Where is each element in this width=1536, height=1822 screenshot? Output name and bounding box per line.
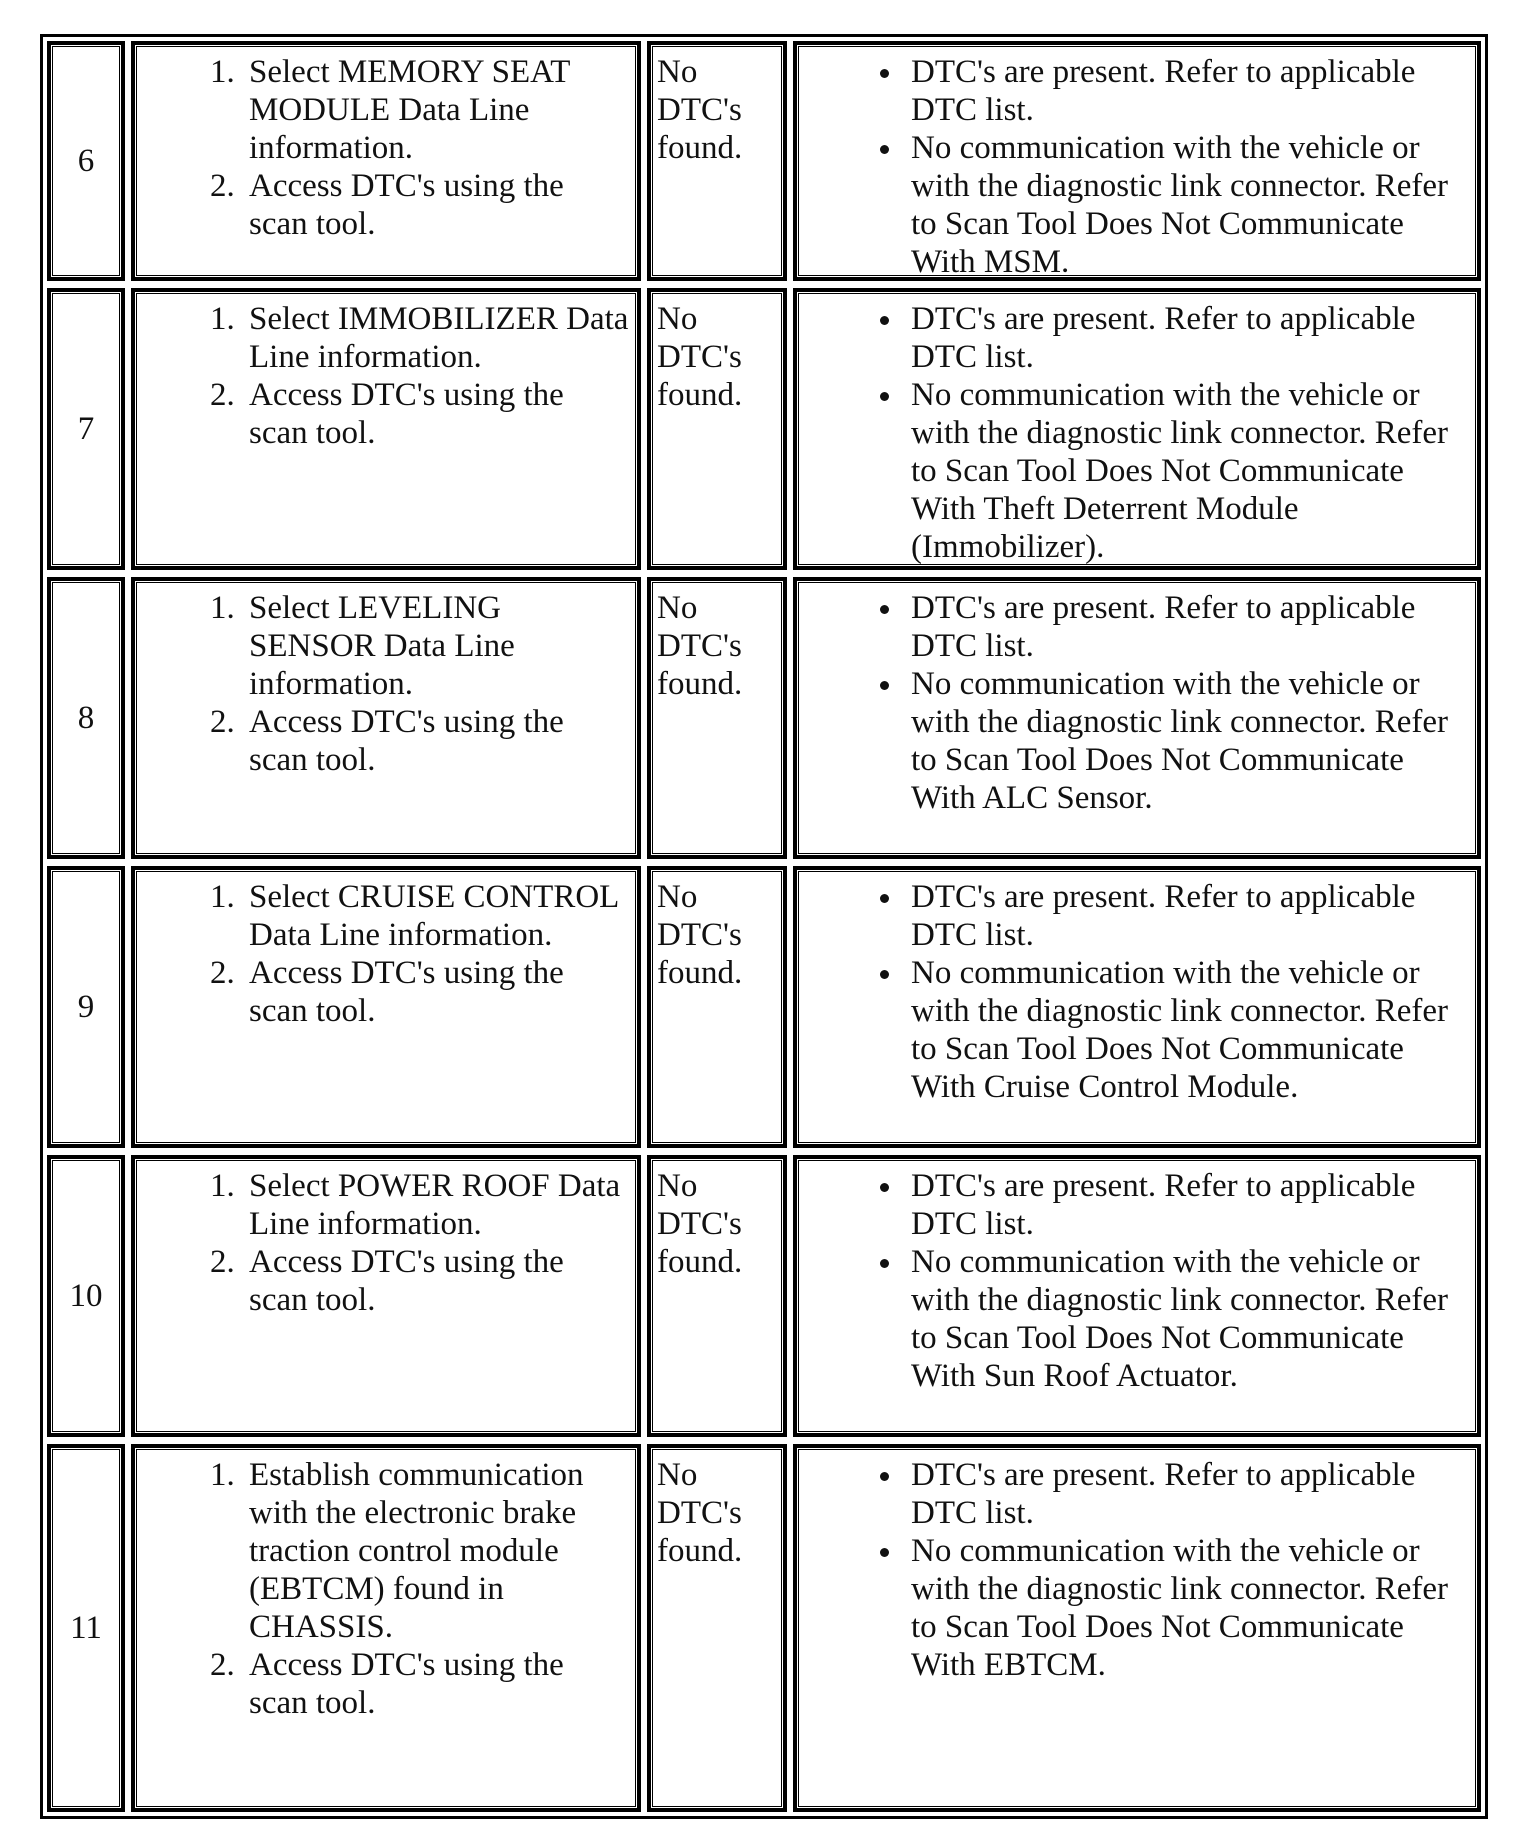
result-cell	[793, 577, 1481, 859]
diagnostic-table	[40, 34, 1488, 1819]
result-list	[797, 53, 1469, 281]
result-cell	[793, 288, 1481, 570]
step-number	[47, 1444, 125, 1812]
step-number-text: 8	[77, 700, 95, 736]
result-cell	[793, 41, 1481, 281]
action-item: 1. Select MEMORY SEAT MODULE Data Line information.	[243, 53, 629, 167]
result-list	[797, 1167, 1469, 1395]
value-line: No	[657, 301, 698, 337]
value-line: found.	[657, 1533, 743, 1569]
value-line: DTC's	[657, 1495, 742, 1531]
action-cell	[131, 288, 641, 570]
action-list	[135, 300, 629, 452]
result-item: • DTC's are present. Refer to applicable DTC list.	[905, 589, 1469, 665]
result-item: • No communication with the vehicle or with the diagnostic link connector. Refer to Scan Tool Does Not Communicate With Cruise Control Module.	[905, 954, 1469, 1106]
value-line: DTC's	[657, 92, 742, 128]
result-item: • No communication with the vehicle or with the diagnostic link connector. Refer to Scan Tool Does Not Communicate With ALC Sensor.	[905, 665, 1469, 817]
value-line: DTC's	[657, 628, 742, 664]
value-line: found.	[657, 130, 743, 166]
table-row	[47, 1444, 1481, 1812]
action-cell	[131, 577, 641, 859]
action-item: 1. Select POWER ROOF Data Line information.	[243, 1167, 629, 1243]
action-list	[135, 1456, 629, 1722]
table-row	[47, 577, 1481, 859]
result-item: • No communication with the vehicle or with the diagnostic link connector. Refer to Scan Tool Does Not Communicate With Theft Deterrent Module (Immobilizer).	[905, 376, 1469, 566]
result-list	[797, 589, 1469, 817]
value-cell	[647, 41, 787, 281]
action-item: 2. Access DTC's using the scan tool.	[243, 954, 629, 1030]
step-number	[47, 577, 125, 859]
result-cell	[793, 1444, 1481, 1812]
result-cell	[793, 1155, 1481, 1437]
action-item: 1. Select LEVELING SENSOR Data Line information.	[243, 589, 629, 703]
result-item: • DTC's are present. Refer to applicable DTC list.	[905, 300, 1469, 376]
value-line: No	[657, 590, 698, 626]
value-line: found.	[657, 666, 743, 702]
action-item: 2. Access DTC's using the scan tool.	[243, 1646, 629, 1722]
value-line: No	[657, 54, 698, 90]
step-number	[47, 41, 125, 281]
value-cell	[647, 288, 787, 570]
result-item: • No communication with the vehicle or with the diagnostic link connector. Refer to Scan Tool Does Not Communicate With EBTCM.	[905, 1532, 1469, 1684]
action-list	[135, 589, 629, 779]
table-row	[47, 1155, 1481, 1437]
action-cell	[131, 1444, 641, 1812]
action-cell	[131, 866, 641, 1148]
action-item: 2. Access DTC's using the scan tool.	[243, 167, 629, 243]
action-item: 1. Select CRUISE CONTROL Data Line information.	[243, 878, 629, 954]
result-item: • DTC's are present. Refer to applicable DTC list.	[905, 1167, 1469, 1243]
action-list	[135, 53, 629, 243]
step-number-text: 11	[70, 1610, 102, 1646]
table-row	[47, 866, 1481, 1148]
result-item: • DTC's are present. Refer to applicable DTC list.	[905, 53, 1469, 129]
value-cell	[647, 866, 787, 1148]
value-line: found.	[657, 377, 743, 413]
result-list	[797, 300, 1469, 566]
table-row	[47, 41, 1481, 281]
result-item: • No communication with the vehicle or with the diagnostic link connector. Refer to Scan Tool Does Not Communicate With Sun Roof Actuator.	[905, 1243, 1469, 1395]
action-list	[135, 1167, 629, 1319]
value-line: found.	[657, 955, 743, 991]
result-item: • DTC's are present. Refer to applicable DTC list.	[905, 878, 1469, 954]
value-line: DTC's	[657, 339, 742, 375]
action-item: 1. Establish communication with the electronic brake traction control module (EBTCM) found in CHASSIS.	[243, 1456, 629, 1646]
value-line: DTC's	[657, 917, 742, 953]
value-cell	[647, 1444, 787, 1812]
step-number-text: 9	[77, 989, 95, 1025]
action-item: 2. Access DTC's using the scan tool.	[243, 1243, 629, 1319]
result-cell	[793, 866, 1481, 1148]
value-line: DTC's	[657, 1206, 742, 1242]
value-cell	[647, 577, 787, 859]
step-number-text: 6	[77, 143, 95, 179]
step-number	[47, 288, 125, 570]
value-line: No	[657, 1168, 698, 1204]
value-cell	[647, 1155, 787, 1437]
value-line: No	[657, 1457, 698, 1493]
step-number	[47, 866, 125, 1148]
step-number	[47, 1155, 125, 1437]
action-cell	[131, 41, 641, 281]
value-line: No	[657, 879, 698, 915]
table-row	[47, 288, 1481, 570]
value-line: found.	[657, 1244, 743, 1280]
action-item: 2. Access DTC's using the scan tool.	[243, 376, 629, 452]
action-item: 2. Access DTC's using the scan tool.	[243, 703, 629, 779]
result-item: • No communication with the vehicle or with the diagnostic link connector. Refer to Scan Tool Does Not Communicate With MSM.	[905, 129, 1469, 281]
action-list	[135, 878, 629, 1030]
step-number-text: 10	[69, 1278, 103, 1314]
result-item: • DTC's are present. Refer to applicable DTC list.	[905, 1456, 1469, 1532]
action-item: 1. Select IMMOBILIZER Data Line information.	[243, 300, 629, 376]
action-cell	[131, 1155, 641, 1437]
result-list	[797, 878, 1469, 1106]
result-list	[797, 1456, 1469, 1684]
step-number-text: 7	[77, 411, 95, 447]
